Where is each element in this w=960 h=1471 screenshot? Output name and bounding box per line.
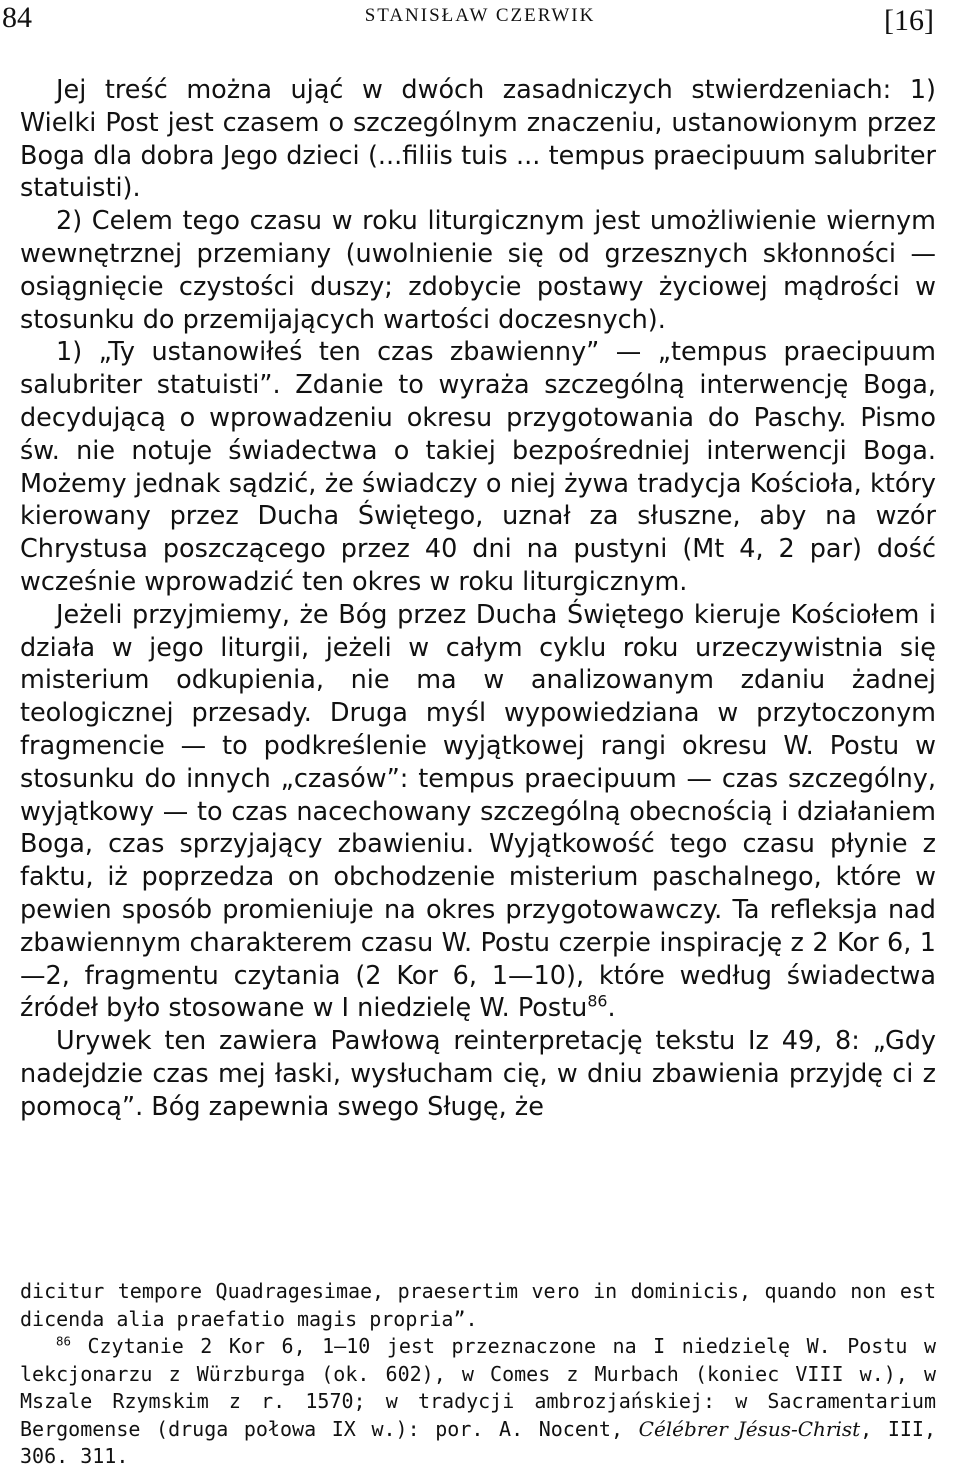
footnote-end: , III, 306. 311.	[20, 1416, 936, 1468]
section-number: [16]	[884, 4, 934, 37]
page-number: 84	[2, 1, 32, 34]
footnote-mark: 86	[56, 1333, 71, 1349]
footnote-ref: 86	[587, 991, 608, 1011]
paragraph: 1) „Ty ustanowiłeś ten czas zbawienny” — „tempus praecipuum salubriter statuisti”. Zdanie to wyraża szczególną interwencję Boga, decydującą o wprowadzeniu okresu przygotowania do Paschy. Pismo św. nie notuje świadectwa o takiej bezpośredniej interwencji Boga. Możemy jednak sądzić, że świadczy o niej żywa tradycja Kościoła, który kierowany przez Ducha Świętego, uznał za słuszne, aby na wzór Chrystusa poszczącego przez 40 dni na pustyni (Mt 4, 2 par) dość wcześnie wprowadzić ten okres w roku liturgicznym.	[20, 337, 936, 597]
main-text	[20, 74, 936, 1124]
paragraph	[20, 599, 936, 1025]
running-head: STANISŁAW CZERWIK	[364, 5, 596, 26]
paragraph-tail: .	[607, 993, 616, 1024]
footnote-title: Célébrer Jésus-Christ	[638, 1416, 861, 1441]
footnotes	[20, 1278, 936, 1471]
footnote-86	[20, 1333, 936, 1471]
paragraph: Jej treść można ująć w dwóch zasadniczych stwierdzeniach: 1) Wielki Post jest czasem o szczególnym znaczeniu, ustanowionym przez Boga dla dobra Jego dzieci (...filiis tuis ... tempus praecipuum salubriter statuisti).	[20, 75, 936, 204]
footnote-continued: dicitur tempore Quadragesimae, praesertim vero in dominicis, quando non est dicenda alia praefatio magis propria”.	[20, 1279, 936, 1331]
page-header	[0, 0, 960, 44]
footnote-text: Czytanie 2 Kor 6, 1—10 jest przeznaczone na I niedzielę W. Postu w lekcjonarzu z Würzburga (ok. 602), w Comes z Murbach (koniec VIII w.), w Mszale Rzymskim z r. 1570; w tradycji ambrozjańskiej: w Sacramentarium Bergomense (druga połowa IX w.): por. A. Nocent,	[20, 1334, 936, 1441]
paragraph: Urywek ten zawiera Pawłową reinterpretację tekstu Iz 49, 8: „Gdy nadejdzie czas mej łaski, wysłucham cię, w dniu zbawienia przyjdę ci z pomocą”. Bóg zapewnia swego Sługę, że	[20, 1026, 936, 1122]
paragraph-text: Jeżeli przyjmiemy, że Bóg przez Ducha Świętego kieruje Kościołem i działa w jego liturgii, jeżeli w całym cyklu roku urzeczywistnia się misterium odkupienia, nie ma w analizowanym zdaniu żadnej teologicznej przesady. Druga myśl wypowiedziana w przytoczonym fragmencie — to podkreślenie wyjątkowej rangi okresu W. Postu w stosunku do innych „czasów”: tempus praecipuum — czas szczególny, wyjątkowy — to czas nacechowany szczególną obecnością i działaniem Boga, czas sprzyjający zbawieniu. Wyjątkowość tego czasu płynie z faktu, iż poprzedza on obchodzenie misterium paschalnego, które w pewien sposób promieniuje na okres przygotowawczy. Ta refleksja nad zbawiennym charakterem czasu W. Postu czerpie inspirację z 2 Kor 6, 1—2, fragmentu czytania (2 Kor 6, 1—10), które według świadectwa źródeł było stosowane w I niedzielę W. Postu	[20, 599, 936, 1024]
paragraph: 2) Celem tego czasu w roku liturgicznym jest umożliwienie wiernym wewnętrznej przemiany (uwolnienie się od grzesznych skłonności — osiągnięcie czystości duszy; zdobycie postawy życiowej mądrości w stosunku do przemijających wartości doczesnych).	[20, 206, 936, 335]
